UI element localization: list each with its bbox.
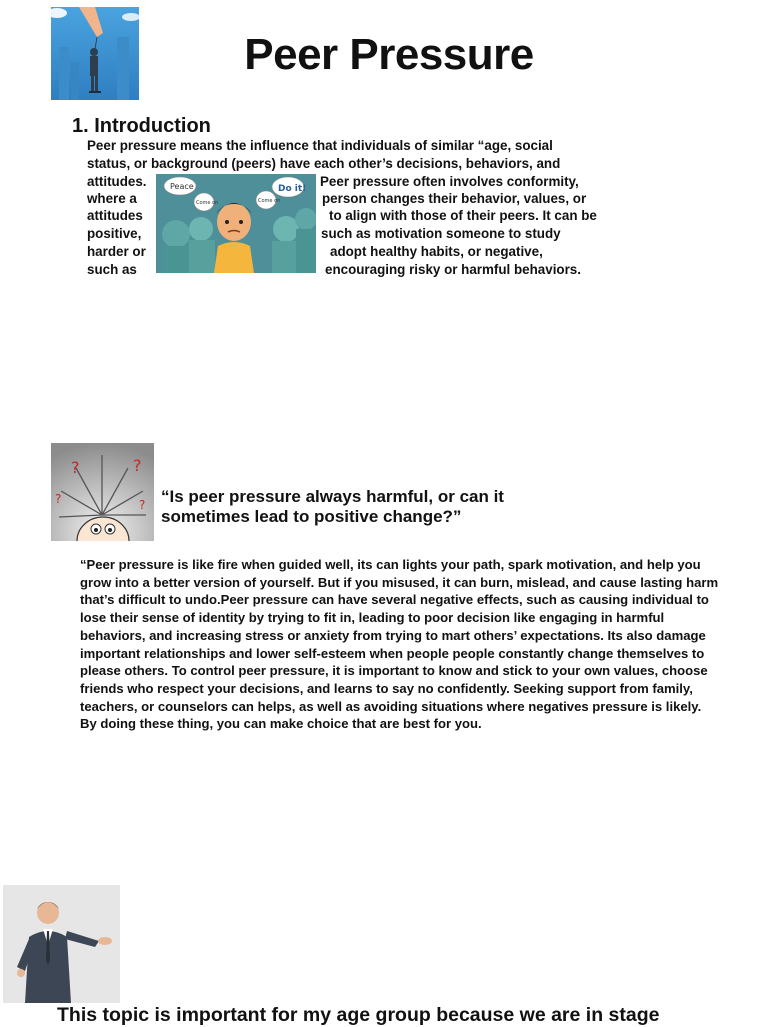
- intro-line: person changes their behavior, values, or: [322, 191, 587, 206]
- intro-line: Peer pressure often involves conformity,: [320, 174, 579, 189]
- intro-line: status, or background (peers) have each other’s decisions, behaviors, and: [87, 156, 561, 171]
- intro-line: such as: [87, 262, 137, 277]
- bubble-text: Do it!: [278, 184, 307, 194]
- intro-line: attitudes: [87, 208, 143, 223]
- intro-line: encouraging risky or harmful behaviors.: [325, 262, 581, 277]
- intro-line: positive,: [87, 226, 142, 241]
- puppet-illustration: [51, 7, 139, 100]
- intro-line: to align with those of their peers. It can be: [329, 208, 597, 223]
- intro-line: such as motivation someone to study: [321, 226, 561, 241]
- question-line: sometimes lead to positive change?”: [161, 507, 462, 526]
- quote-paragraph: “Peer pressure is like fire when guided well, its can lights your path, spark motivation, and help you grow into a better version of yourself. But if you misused, it can burn, mislead, and cause lasting harm that’s difficult to undo.Peer pressure can have several negative effects, such as causing individual to lose their sense of identity by trying to fit in, leading to poor decision like engaging in harmful behaviors, and increasing stress or anxiety from trying to mart others’ expectations. Its also damage important relationships and lower self-esteem when people people constantly change themselves to please others. To control peer pressure, it is important to know and stick to your own values, choose friends who respect your decisions, and learns to say no confidently. Seeking support from family, teachers, or counselors can helps, as well as avoiding situations where negatives pressure is likely. By doing these thing, you can make choice that are best for you.: [80, 557, 719, 732]
- peer-crowd-illustration: [156, 174, 316, 273]
- intro-line: where a: [87, 191, 137, 206]
- svg-text:?: ?: [133, 456, 142, 475]
- intro-line: harder or: [87, 244, 146, 259]
- bubble-text: Come on: [196, 200, 219, 206]
- intro-line: Peer pressure means the influence that individuals of similar “age, social: [87, 138, 553, 153]
- svg-text:?: ?: [55, 492, 62, 506]
- svg-text:?: ?: [71, 458, 80, 477]
- confused-head-illustration: [51, 443, 154, 541]
- businessman-illustration: [3, 885, 120, 1003]
- question-line: “Is peer pressure always harmful, or can it: [161, 487, 504, 506]
- svg-text:?: ?: [139, 498, 146, 512]
- intro-line: adopt healthy habits, or negative,: [330, 244, 543, 259]
- footer-text: This topic is important for my age group because we are in stage: [57, 1004, 660, 1026]
- question-callout: [161, 487, 504, 527]
- bubble-text: Come on: [258, 198, 281, 204]
- intro-line: attitudes.: [87, 174, 147, 189]
- bubble-text: Peace: [170, 182, 194, 191]
- intro-heading: 1. Introduction: [72, 115, 211, 137]
- page-title: Peer Pressure: [244, 30, 534, 79]
